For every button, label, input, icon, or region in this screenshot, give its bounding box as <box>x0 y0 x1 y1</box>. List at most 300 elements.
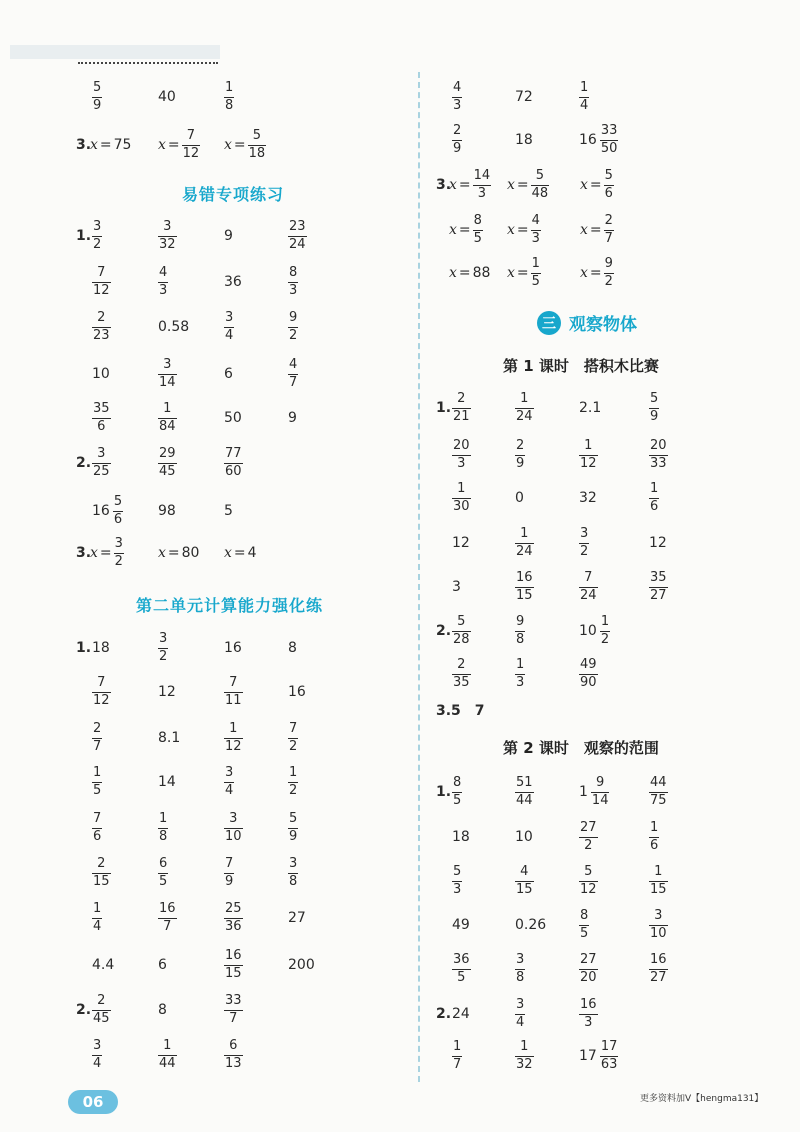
denominator: 13 <box>225 1055 242 1071</box>
variable-x: x <box>449 177 457 193</box>
answer-cell <box>224 1037 243 1073</box>
numerator: 4 <box>531 213 540 229</box>
denominator: 5 <box>473 230 482 246</box>
denominator: 2 <box>114 553 123 569</box>
answer-cell <box>288 400 297 436</box>
denominator: 33 <box>650 455 667 471</box>
equation-answer <box>224 127 266 163</box>
denominator: 6 <box>113 511 123 527</box>
numerator: 1 <box>580 80 589 96</box>
numerator: 1 <box>93 765 102 781</box>
fraction <box>224 949 243 980</box>
denominator: 84 <box>159 418 176 434</box>
answer-cell <box>224 674 243 710</box>
answer-cell <box>288 720 298 756</box>
numerator: 9 <box>289 310 298 326</box>
denominator: 7 <box>289 374 298 390</box>
numerator: 1 <box>520 1039 529 1055</box>
fraction <box>158 358 177 389</box>
answer-value: 12 <box>452 535 470 551</box>
fraction <box>591 776 610 807</box>
fraction <box>649 909 668 940</box>
answer-cell <box>158 947 167 983</box>
denominator: 4 <box>93 918 102 934</box>
answer-cell <box>515 996 525 1032</box>
answer-cell <box>92 400 111 436</box>
numerator: 7 <box>97 265 106 281</box>
answer-value: 75 <box>113 137 132 153</box>
answer-value: 12 <box>649 535 667 551</box>
fraction <box>515 953 525 984</box>
fraction <box>515 998 525 1029</box>
answer-cell <box>224 493 233 529</box>
answer-value: 0.26 <box>515 917 547 933</box>
numerator: 36 <box>453 952 470 968</box>
numerator: 2 <box>453 123 462 139</box>
answer-cell <box>452 819 470 855</box>
numerator: 5 <box>535 168 545 184</box>
numerator: 1 <box>650 481 659 497</box>
numerator: 1 <box>159 811 168 827</box>
numerator: 16 <box>159 901 176 917</box>
denominator: 28 <box>453 631 470 647</box>
answer-value: 40 <box>158 89 176 105</box>
numerator: 3 <box>516 997 525 1013</box>
fraction <box>158 902 177 933</box>
numerator: 33 <box>225 993 242 1009</box>
answer-cell <box>92 947 114 983</box>
numerator: 7 <box>186 128 196 144</box>
fraction <box>92 722 102 753</box>
denominator: 7 <box>93 738 102 754</box>
answer-cell <box>224 356 233 392</box>
answer-cell <box>158 493 176 529</box>
answer-cell <box>649 480 659 516</box>
equation-answer <box>449 167 491 203</box>
denominator: 3 <box>453 97 462 113</box>
fraction <box>579 527 589 558</box>
denominator: 36 <box>225 918 242 934</box>
fraction <box>224 81 234 112</box>
denominator: 6 <box>650 498 659 514</box>
unit-title-text: 观察物体 <box>569 315 637 335</box>
fraction <box>224 447 243 478</box>
answer-value: 49 <box>452 917 470 933</box>
variable-x: x <box>224 545 232 561</box>
denominator: 15 <box>650 881 667 897</box>
numerator: 2 <box>457 391 466 407</box>
unit-number-badge: 三 <box>537 311 561 335</box>
answer-cell <box>579 79 589 115</box>
fraction <box>224 812 243 843</box>
equals-sign: = <box>167 137 180 153</box>
fraction <box>288 220 307 251</box>
denominator: 3 <box>531 230 540 246</box>
numerator: 4 <box>520 864 529 880</box>
fraction <box>600 615 610 646</box>
answer-cell <box>158 400 177 436</box>
question-label: 2. <box>76 455 92 471</box>
fraction <box>92 311 111 342</box>
fraction <box>579 571 598 602</box>
numerator: 1 <box>520 391 529 407</box>
denominator: 2 <box>159 648 168 664</box>
denominator: 4 <box>580 97 589 113</box>
answer-cell <box>515 122 533 158</box>
numerator: 8 <box>473 213 482 229</box>
denominator: 8 <box>516 631 525 647</box>
numerator: 1 <box>163 401 172 417</box>
fraction <box>288 812 298 843</box>
denominator: 25 <box>93 463 110 479</box>
denominator: 9 <box>93 97 102 113</box>
fraction <box>579 865 598 896</box>
numerator: 3 <box>580 526 589 542</box>
fraction <box>224 676 243 707</box>
answer-value: 16 <box>288 684 306 700</box>
denominator: 9 <box>289 828 298 844</box>
equation-answer <box>507 255 541 291</box>
equation-answer <box>90 127 131 163</box>
fraction <box>649 482 659 513</box>
denominator: 12 <box>580 455 597 471</box>
answer-cell <box>452 437 471 473</box>
numerator: 5 <box>453 864 462 880</box>
denominator: 2 <box>580 543 589 559</box>
equals-sign: = <box>516 222 529 238</box>
answer-cell <box>515 819 533 855</box>
footer-note: 更多资料加V【hengma131】 <box>640 1094 764 1104</box>
variable-x: x <box>507 265 515 281</box>
answer-cell <box>579 863 598 899</box>
numerator: 27 <box>580 820 597 836</box>
fraction <box>224 994 243 1025</box>
denominator: 15 <box>225 965 242 981</box>
answer-value: 18 <box>515 132 533 148</box>
numerator: 35 <box>650 570 667 586</box>
denominator: 21 <box>453 408 470 424</box>
fraction <box>649 821 659 852</box>
fraction <box>158 220 177 251</box>
equals-sign: = <box>516 177 529 193</box>
answer-value: 10 <box>92 366 110 382</box>
numerator: 2 <box>97 993 106 1009</box>
answer-cell <box>649 774 668 810</box>
fraction <box>224 766 234 797</box>
question-label: 2. <box>436 623 452 639</box>
fraction <box>649 571 668 602</box>
answer-cell <box>288 764 298 800</box>
denominator: 30 <box>453 498 470 514</box>
equals-sign: = <box>589 222 602 238</box>
fraction <box>531 257 541 288</box>
answer-cell <box>452 863 462 899</box>
answer-value: 3 <box>452 579 461 595</box>
answer-cell <box>579 390 601 426</box>
answer-cell <box>579 951 598 987</box>
fraction <box>452 81 462 112</box>
answer-cell <box>452 1038 462 1074</box>
denominator: 12 <box>225 738 242 754</box>
fraction <box>579 909 589 940</box>
equation-answer <box>449 255 490 291</box>
equation-answer <box>158 535 199 571</box>
variable-x: x <box>580 177 588 193</box>
fraction <box>158 632 168 663</box>
numerator: 6 <box>159 856 168 872</box>
numerator: 1 <box>654 864 663 880</box>
answer-value: 6 <box>224 366 233 382</box>
answer-cell <box>92 900 102 936</box>
denominator: 45 <box>93 1010 110 1026</box>
answer-cell <box>158 855 168 891</box>
equals-sign: = <box>233 137 246 153</box>
numerator: 6 <box>229 1038 238 1054</box>
denominator: 50 <box>600 140 618 156</box>
fraction <box>92 857 111 888</box>
denominator: 18 <box>248 145 266 161</box>
denominator: 11 <box>225 692 242 708</box>
numerator: 7 <box>229 675 238 691</box>
answer-value: 18 <box>92 640 110 656</box>
answer-value: 12 <box>158 684 176 700</box>
numerator: 49 <box>580 657 597 673</box>
answer-cell <box>92 79 102 115</box>
answer-cell <box>158 218 177 254</box>
question-label: 2. <box>436 1006 452 1022</box>
numerator: 29 <box>159 446 176 462</box>
denominator: 60 <box>225 463 242 479</box>
answer-cell <box>288 218 307 254</box>
fraction <box>288 358 298 389</box>
answer-cell <box>579 907 589 943</box>
numerator: 44 <box>650 775 667 791</box>
variable-x: x <box>158 545 166 561</box>
fraction <box>515 865 534 896</box>
cropped-header-remnant <box>78 52 218 64</box>
denominator: 9 <box>516 455 525 471</box>
question-label: 1. <box>436 784 452 800</box>
answer-cell <box>515 390 534 426</box>
answer-cell <box>579 569 598 605</box>
numerator: 5 <box>650 391 659 407</box>
numerator: 77 <box>225 446 242 462</box>
denominator: 27 <box>650 587 667 603</box>
answer-value: 200 <box>288 957 315 973</box>
numerator: 14 <box>473 168 491 184</box>
fraction <box>158 857 168 888</box>
question-label: 3. <box>76 545 92 561</box>
fraction <box>515 392 534 423</box>
answer-cell <box>515 525 534 561</box>
numerator: 1 <box>600 614 610 630</box>
numerator: 1 <box>584 438 593 454</box>
numerator: 9 <box>516 614 525 630</box>
answer-cell <box>515 951 525 987</box>
variable-x: x <box>90 137 98 153</box>
answer-cell <box>579 1038 618 1074</box>
denominator: 3 <box>477 185 487 201</box>
equals-sign: = <box>589 177 602 193</box>
denominator: 9 <box>650 408 659 424</box>
fraction <box>92 902 102 933</box>
fraction <box>531 214 541 245</box>
answer-cell <box>452 907 470 943</box>
fraction <box>452 658 471 689</box>
equals-sign: = <box>516 265 529 281</box>
fraction <box>452 1040 462 1071</box>
fraction <box>113 495 123 526</box>
answer-value: 50 <box>224 410 242 426</box>
fraction <box>288 311 298 342</box>
answer-cell <box>158 445 177 481</box>
denominator: 63 <box>600 1056 618 1072</box>
numerator: 17 <box>600 1039 618 1055</box>
numerator: 3 <box>159 631 168 647</box>
section-title-unit2-calc: 第二单元计算能力强化练 <box>136 596 324 615</box>
fraction <box>452 865 462 896</box>
equals-sign: = <box>458 222 471 238</box>
answer-cell <box>158 1037 177 1073</box>
equation-answer <box>580 255 614 291</box>
fraction <box>515 615 525 646</box>
answer-cell <box>579 613 610 649</box>
answer-cell <box>579 122 618 158</box>
numerator: 16 <box>516 570 533 586</box>
answer-cell <box>92 764 102 800</box>
fraction <box>515 658 525 689</box>
denominator: 7 <box>453 1056 462 1072</box>
fraction <box>604 169 614 200</box>
answer-cell <box>224 992 243 1028</box>
denominator: 7 <box>604 230 613 246</box>
fraction <box>248 129 267 160</box>
answer-cell <box>515 863 534 899</box>
numerator: 1 <box>229 721 238 737</box>
fraction <box>579 439 598 470</box>
answer-cell <box>224 218 233 254</box>
answer-cell <box>452 79 462 115</box>
mixed-whole: 1 <box>579 784 588 800</box>
answer-value: 88 <box>472 265 491 281</box>
numerator: 5 <box>457 614 466 630</box>
denominator: 6 <box>604 185 613 201</box>
answer-value: 32 <box>579 490 597 506</box>
answer-cell <box>92 356 110 392</box>
answer-value: 98 <box>158 503 176 519</box>
answer-cell <box>158 674 176 710</box>
denominator: 3 <box>289 282 298 298</box>
denominator: 12 <box>580 881 597 897</box>
denominator: 23 <box>93 327 110 343</box>
fraction <box>452 124 462 155</box>
equation-answer <box>449 212 483 248</box>
fraction <box>649 439 668 470</box>
denominator: 15 <box>516 587 533 603</box>
answer-value: 10 <box>515 829 533 845</box>
fraction <box>224 902 243 933</box>
fraction <box>452 615 471 646</box>
numerator: 7 <box>584 570 593 586</box>
numerator: 7 <box>289 721 298 737</box>
answer-cell <box>158 810 168 846</box>
answer-cell <box>579 819 598 855</box>
fraction <box>92 447 111 478</box>
answer-cell <box>452 122 462 158</box>
answer-cell <box>452 951 471 987</box>
denominator: 24 <box>580 587 597 603</box>
fraction <box>288 766 298 797</box>
answer-value: 4.4 <box>92 957 115 973</box>
answer-cell <box>224 947 243 983</box>
numerator: 1 <box>457 481 466 497</box>
fraction <box>649 865 668 896</box>
equation-answer <box>158 127 200 163</box>
numerator: 1 <box>516 657 525 673</box>
denominator: 4 <box>93 1055 102 1071</box>
numerator: 25 <box>225 901 242 917</box>
numerator: 3 <box>93 219 102 235</box>
fraction <box>224 722 243 753</box>
answer-cell <box>92 992 111 1028</box>
denominator: 27 <box>650 969 667 985</box>
fraction <box>114 537 124 568</box>
fraction <box>452 776 462 807</box>
answer-cell <box>288 356 298 392</box>
denominator: 3 <box>453 881 462 897</box>
equals-sign: = <box>167 545 180 561</box>
numerator: 2 <box>516 438 525 454</box>
mixed-whole: 10 <box>579 623 597 639</box>
fraction <box>158 447 177 478</box>
answer-cell <box>452 480 471 516</box>
answer-cell <box>579 480 597 516</box>
equation-answer <box>507 167 549 203</box>
numerator: 1 <box>225 80 234 96</box>
answer-value: 0 <box>515 490 524 506</box>
answer-cell <box>452 774 462 810</box>
answer-value: 72 <box>515 89 533 105</box>
answer-value: 0.58 <box>158 319 190 335</box>
numerator: 1 <box>520 526 529 542</box>
fraction <box>515 776 534 807</box>
answer-cell <box>452 525 470 561</box>
denominator: 3 <box>584 1014 593 1030</box>
answer-cell <box>92 720 102 756</box>
numerator: 16 <box>650 952 667 968</box>
denominator: 5 <box>453 792 462 808</box>
answer-cell <box>92 264 111 300</box>
equals-sign: = <box>99 545 112 561</box>
answer-value: 80 <box>181 545 200 561</box>
answer-cell <box>224 855 234 891</box>
answer-cell <box>158 630 168 666</box>
answer-cell <box>515 1038 534 1074</box>
fraction <box>515 571 534 602</box>
fraction <box>604 257 614 288</box>
page-number-badge: 06 <box>68 1090 118 1114</box>
numerator: 9 <box>596 775 605 791</box>
numerator: 1 <box>163 1038 172 1054</box>
answer-cell <box>649 907 668 943</box>
denominator: 14 <box>159 374 176 390</box>
answer-cell <box>288 309 298 345</box>
denominator: 3 <box>457 455 466 471</box>
fraction <box>92 81 102 112</box>
answer-cell <box>649 525 667 561</box>
equals-sign: = <box>589 265 602 281</box>
question-label: 2. <box>76 1002 92 1018</box>
